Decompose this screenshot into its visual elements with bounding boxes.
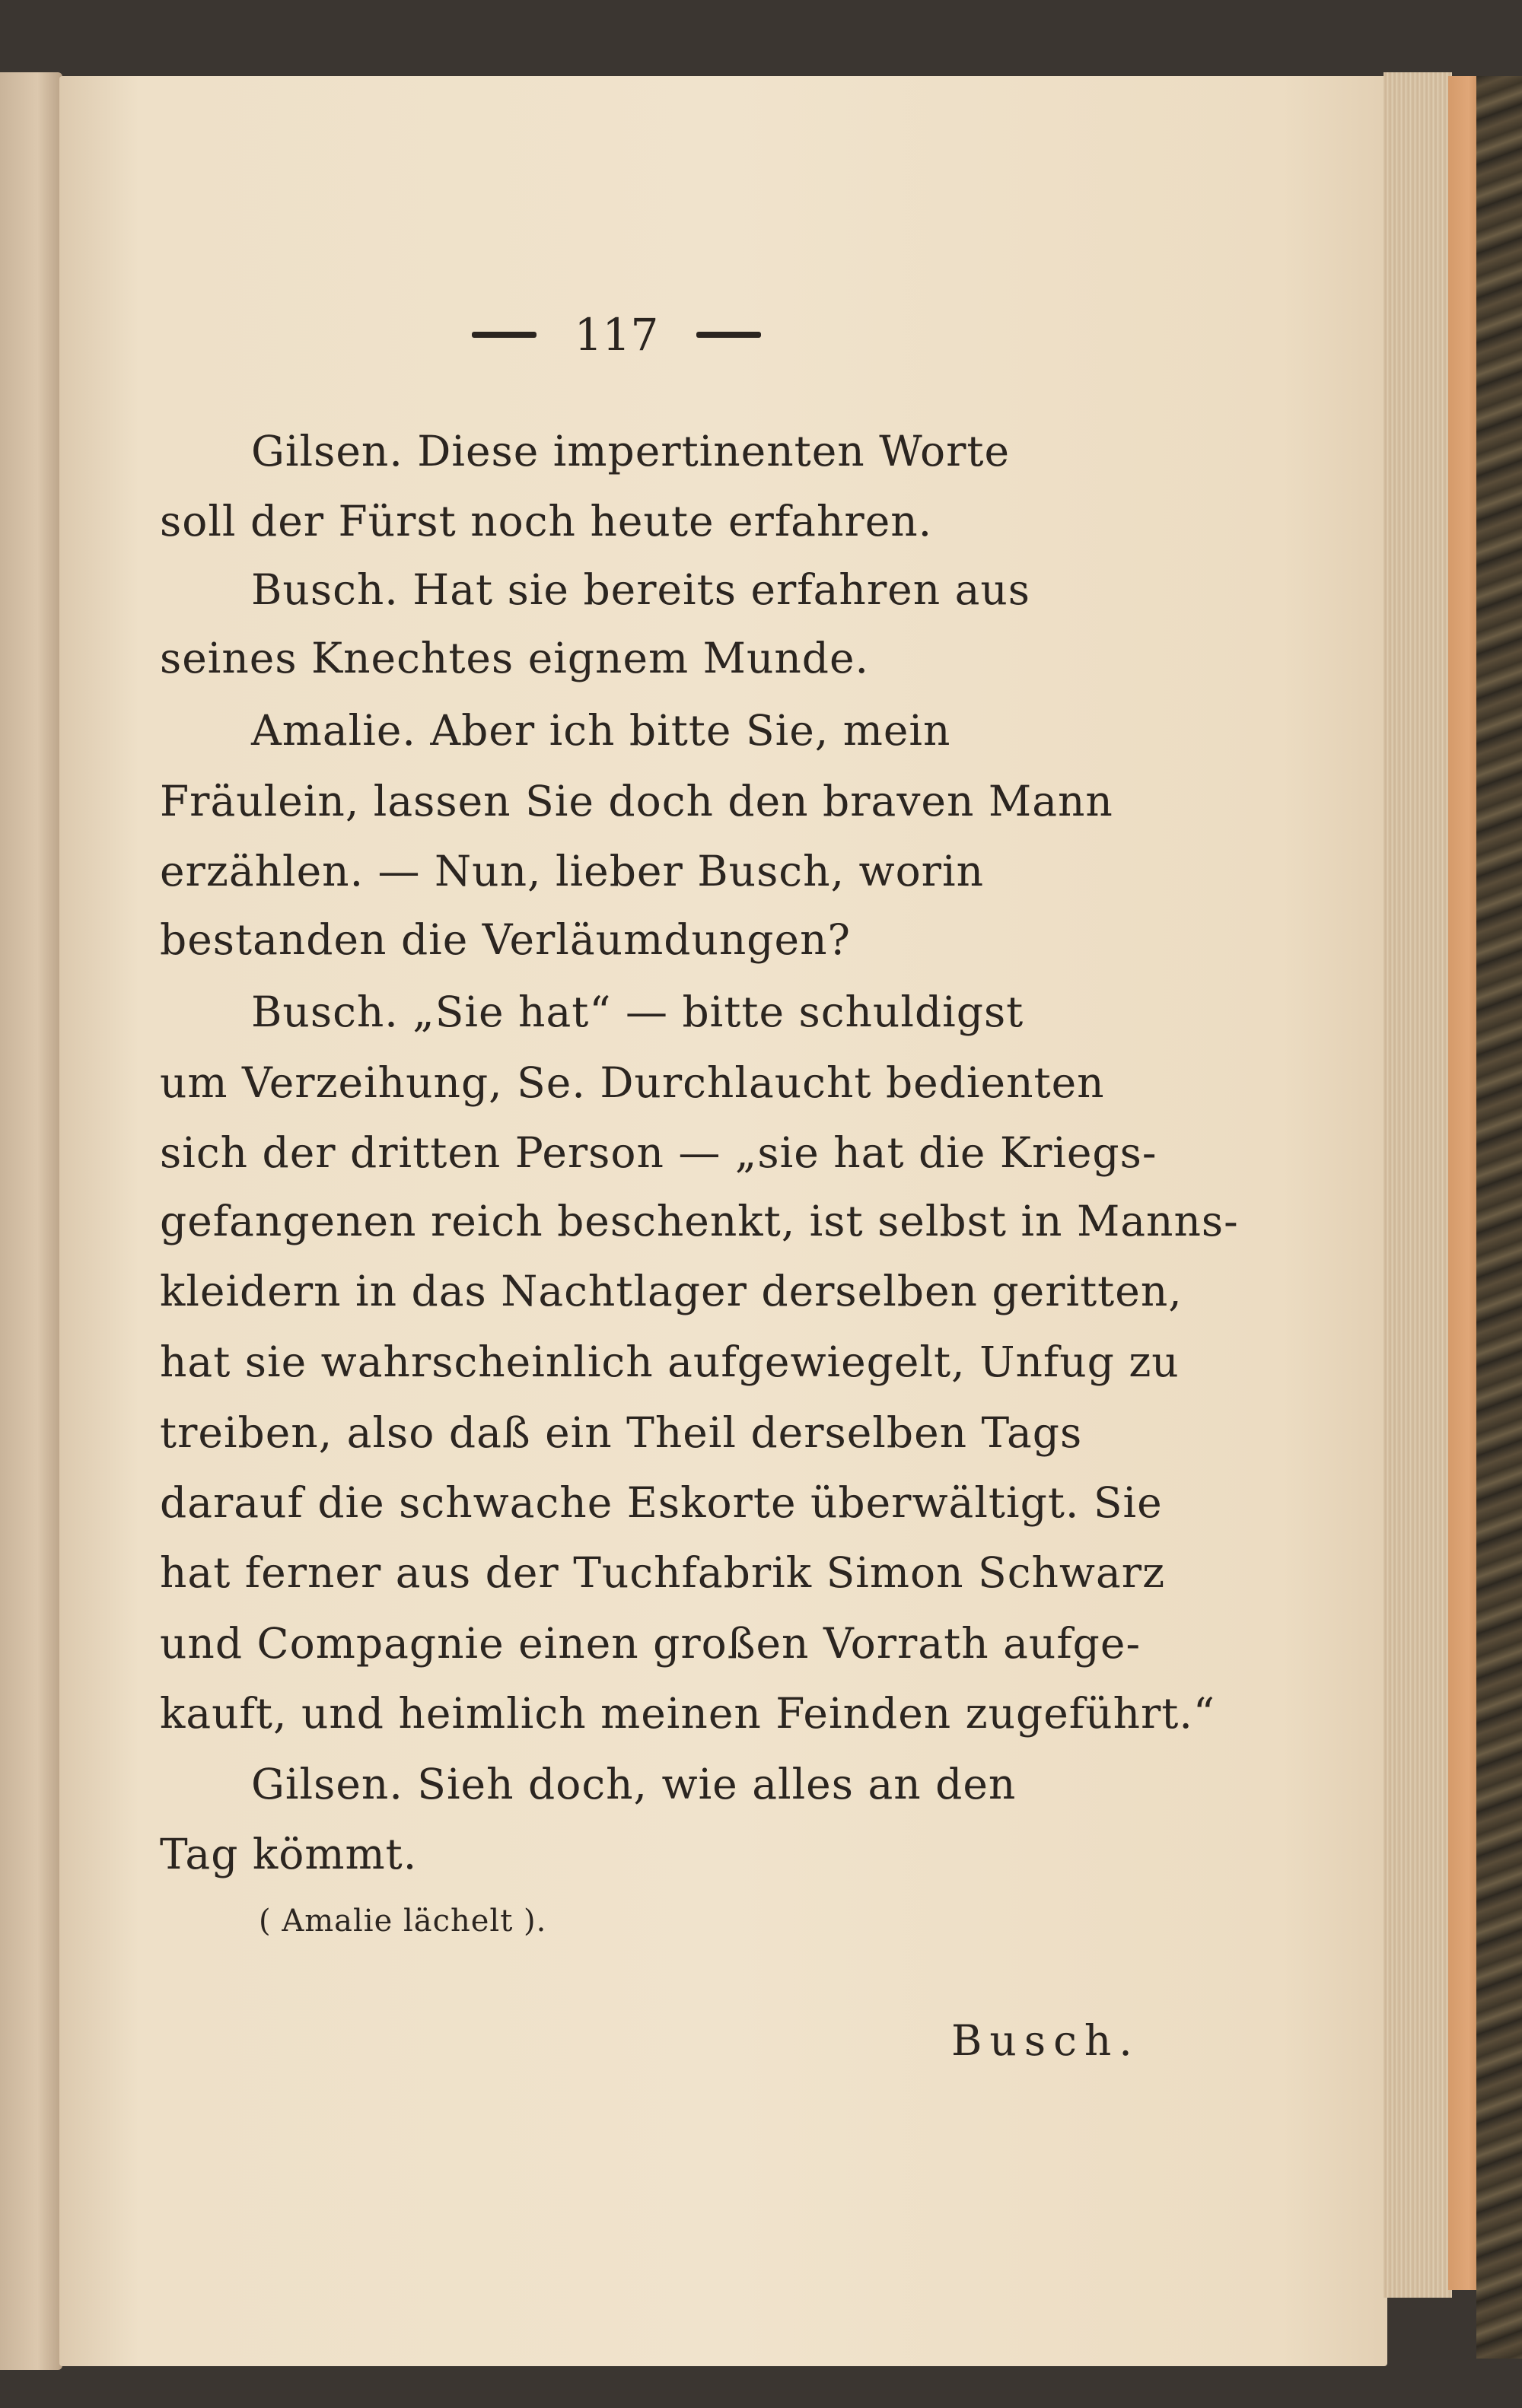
text-line-6: Fräulein, lassen Sie doch den braven Mann <box>160 777 1113 825</box>
text-line-3: Busch. Hat sie bereits erfahren aus <box>251 565 1031 614</box>
text-line-20: Gilsen. Sieh doch, wie alles an den <box>251 1760 1017 1808</box>
text-line-18: und Compagnie einen großen Vorrath aufge- <box>160 1619 1142 1668</box>
text-line-4: seines Knechtes eignem Munde. <box>160 634 870 682</box>
page-number: 117 <box>574 309 659 361</box>
text-line-2: soll der Fürst noch heute erfahren. <box>160 497 933 546</box>
catchword: Busch. <box>951 2016 1140 2065</box>
header-dash-right <box>696 332 761 338</box>
text-line-14: hat sie wahrscheinlich aufgewiegelt, Unfug zu <box>160 1338 1180 1386</box>
text-line-11: sich der dritten Person — „sie hat die Kriegs- <box>160 1128 1157 1177</box>
page-block-edges <box>1383 72 1452 2298</box>
facing-page-edge <box>0 72 62 2370</box>
text-line-1: Gilsen. Diese impertinenten Worte <box>251 427 1011 476</box>
text-line-19: kauft, und heimlich meinen Feinden zugeführt.“ <box>160 1689 1216 1738</box>
text-line-13: kleidern in das Nachtlager derselben geritten, <box>160 1267 1183 1315</box>
text-line-10: um Verzeihung, Se. Durchlaucht bedienten <box>160 1058 1105 1107</box>
text-line-8: bestanden die Verläumdungen? <box>160 915 851 964</box>
marbled-cover-board <box>1476 76 1522 2359</box>
text-line-12: gefangenen reich beschenkt, ist selbst in Manns- <box>160 1197 1239 1245</box>
text-line-7: erzählen. — Nun, lieber Busch, worin <box>160 847 984 895</box>
text-line-9: Busch. „Sie hat“ — bitte schuldigst <box>251 988 1024 1036</box>
stage-direction: ( Amalie lächelt ). <box>259 1904 547 1939</box>
text-line-16: darauf die schwache Eskorte überwältigt. Sie <box>160 1478 1163 1527</box>
text-line-17: hat ferner aus der Tuchfabrik Simon Schwarz <box>160 1548 1166 1597</box>
text-line-5: Amalie. Aber ich bitte Sie, mein <box>251 706 951 755</box>
page-header <box>426 301 807 369</box>
text-line-21: Tag kömmt. <box>160 1830 418 1878</box>
text-line-15: treiben, also daß ein Theil derselben Tags <box>160 1408 1083 1457</box>
header-dash-left <box>472 332 537 338</box>
